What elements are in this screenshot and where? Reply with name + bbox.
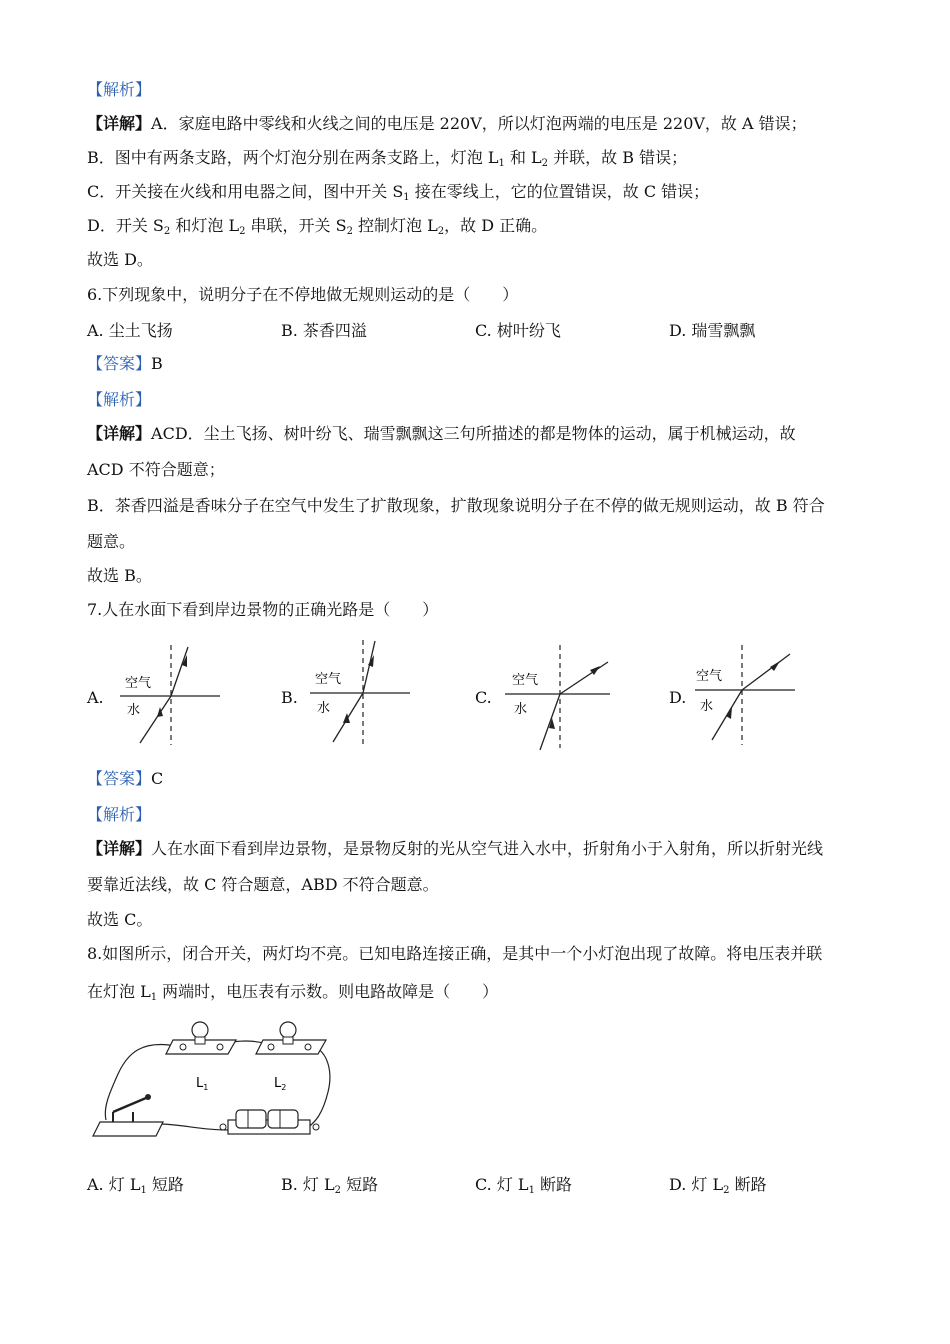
- q7-detail-1: [87, 838, 823, 860]
- q5-detail-D: [87, 215, 547, 243]
- q8-stem-2-part: 在灯泡 L: [87, 982, 151, 1001]
- q5-detail-D-sub: 2: [163, 226, 171, 237]
- q7-c-water-label: 水: [514, 702, 528, 717]
- q6-detail-4: 题意。: [87, 532, 136, 551]
- q6-answer-value: B: [151, 354, 163, 373]
- q6-detail-2: ACD 不符合题意；: [87, 460, 225, 479]
- q7-a-water-label: 水: [127, 703, 141, 718]
- q8-option-b-sub: 2: [334, 1185, 342, 1196]
- q7-detail-1-text: 人在水面下看到岸边景物，是景物反射的光从空气进入水中，折射角小于入射角，所以折射光线: [151, 839, 824, 858]
- q7-a-air-label: 空气: [125, 676, 152, 691]
- q7-option-a-label: A.: [87, 688, 104, 707]
- q6-conclusion: 故选 B。: [87, 566, 152, 585]
- q6-detail-tag: 【详解】: [87, 424, 152, 443]
- q5-detail-B-part: 和 L: [504, 148, 542, 167]
- l2-label: $L_2$: [274, 1076, 287, 1092]
- q6-detail-1: [87, 423, 796, 445]
- q8-option-c-post: 断路: [534, 1175, 573, 1194]
- q7-option-d-label: D.: [669, 688, 687, 707]
- q5-conclusion: 故选 D。: [87, 250, 153, 269]
- q5-detail-D-part: 串联，开关 S: [245, 216, 347, 235]
- q8-option-a-sub: 1: [140, 1185, 147, 1196]
- q8-option-d-pre: D. 灯 L: [669, 1175, 724, 1194]
- q7-c-air-label: 空气: [512, 673, 539, 688]
- q5-detail-B-sub: 2: [541, 158, 549, 169]
- q8-option-c-sub: 1: [528, 1185, 535, 1196]
- q8-stem-2: [87, 981, 498, 1009]
- q5-detail-A: [87, 113, 807, 135]
- q6-option-c: C. 树叶纷飞: [475, 321, 561, 340]
- l1-bulb-icon: [192, 1022, 208, 1038]
- q7-figure-a: [115, 640, 225, 750]
- q7-conclusion: 故选 C。: [87, 910, 153, 929]
- q8-stem-2-sub: 1: [150, 992, 158, 1003]
- q7-analysis-tag: 【解析】: [87, 805, 152, 824]
- q7-d-arrow-icon: [726, 707, 732, 719]
- q5-detail-D-part: ，故 D 正确。: [444, 216, 548, 235]
- l2-bulb-icon: [280, 1022, 296, 1038]
- q5-analysis-tag: 【解析】: [87, 80, 152, 99]
- q8-stem-2-part: 两端时，电压表有示数。则电路故障是（ ）: [157, 982, 499, 1001]
- q6-option-b: B. 茶香四溢: [281, 321, 367, 340]
- q8-option-a-post: 短路: [146, 1175, 184, 1194]
- q8-option-c-pre: C. 灯 L: [475, 1175, 529, 1194]
- q5-detail-D-part: 控制灯泡 L: [352, 216, 438, 235]
- q6-stem: 6.下列现象中，说明分子在不停地做无规则运动的是（ ）: [87, 285, 519, 304]
- q8-option-a: [87, 1174, 184, 1202]
- q7-answer-tag: 【答案】: [87, 769, 152, 788]
- q7-option-c-label: C.: [475, 688, 492, 707]
- q5-detail-C-sub: 1: [403, 192, 410, 203]
- q5-detail-tag: 【详解】: [87, 114, 152, 133]
- q8-option-d-sub: 2: [723, 1185, 730, 1196]
- q5-detail-D-sub: 2: [437, 226, 445, 237]
- q6-detail-3: B．茶香四溢是香味分子在空气中发生了扩散现象，扩散现象说明分子在不停的做无规则运动，故 B 符合: [87, 496, 825, 515]
- q5-detail-B-part: 并联，故 B 错误；: [548, 148, 688, 167]
- q5-detail-C: [87, 181, 709, 209]
- q7-stem: 7.人在水面下看到岸边景物的正确光路是（ ）: [87, 600, 439, 619]
- q7-b-air-label: 空气: [315, 672, 342, 687]
- q8-option-c: [475, 1174, 572, 1202]
- q7-d-water-label: 水: [700, 699, 714, 714]
- q7-d-arrow-icon: [770, 661, 780, 671]
- q5-detail-C-part: C．开关接在火线和用电器之间，图中开关 S: [87, 182, 404, 201]
- q5-detail-D-part: D．开关 S: [87, 216, 164, 235]
- q5-detail-D-sub: 2: [346, 226, 353, 237]
- q8-circuit-figure: [88, 1012, 338, 1147]
- q7-b-water-label: 水: [317, 701, 331, 716]
- q5-detail-B-part: B．图中有两条支路，两个灯泡分别在两条支路上，灯泡 L: [87, 148, 499, 167]
- q8-option-d: [669, 1174, 767, 1202]
- q7-figure-b: [305, 635, 415, 750]
- q7-option-b-label: B.: [281, 688, 298, 707]
- q6-answer: [87, 353, 163, 375]
- q8-option-b-post: 短路: [341, 1175, 379, 1194]
- q8-option-b-pre: B. 灯 L: [281, 1175, 335, 1194]
- q5-detail-B: [87, 147, 687, 175]
- q5-detail-D-sub: 2: [239, 226, 246, 237]
- q5-detail-D-part: 和灯泡 L: [170, 216, 240, 235]
- q8-option-a-pre: A. 灯 L: [87, 1175, 141, 1194]
- q6-answer-tag: 【答案】: [87, 354, 152, 373]
- q5-detail-A-text: A．家庭电路中零线和火线之间的电压是 220V，所以灯泡两端的电压是 220V，故 A 错误；: [151, 114, 807, 133]
- q8-stem-1: 8.如图所示，闭合开关，两灯均不亮。已知电路连接正确，是其中一个小灯泡出现了故障。将电压表并联: [87, 944, 823, 963]
- q7-figure-c: [500, 640, 615, 752]
- q7-detail-2: 要靠近法线，故 C 符合题意，ABD 不符合题意。: [87, 875, 439, 894]
- switch-icon: [93, 1122, 163, 1136]
- l1-label: $L_1$: [196, 1076, 209, 1092]
- q6-option-a: A. 尘土飞扬: [87, 321, 173, 340]
- q7-answer-value: C: [151, 769, 164, 788]
- q8-option-b: [281, 1174, 378, 1202]
- q6-detail-1-text: ACD．尘土飞扬、树叶纷飞、瑞雪飘飘这三句所描述的都是物体的运动，属于机械运动，故: [151, 424, 796, 443]
- q7-detail-tag: 【详解】: [87, 839, 152, 858]
- q7-d-air-label: 空气: [696, 669, 723, 684]
- q6-analysis-tag: 【解析】: [87, 390, 152, 409]
- q6-option-d: D. 瑞雪飘飘: [669, 321, 756, 340]
- q5-detail-B-sub: 1: [498, 158, 505, 169]
- q7-figure-d: [690, 640, 800, 748]
- q7-b-arrow-icon: [343, 713, 350, 723]
- q5-detail-C-part: 接在零线上，它的位置错误，故 C 错误；: [409, 182, 710, 201]
- q8-option-d-post: 断路: [729, 1175, 767, 1194]
- q7-answer: [87, 768, 163, 790]
